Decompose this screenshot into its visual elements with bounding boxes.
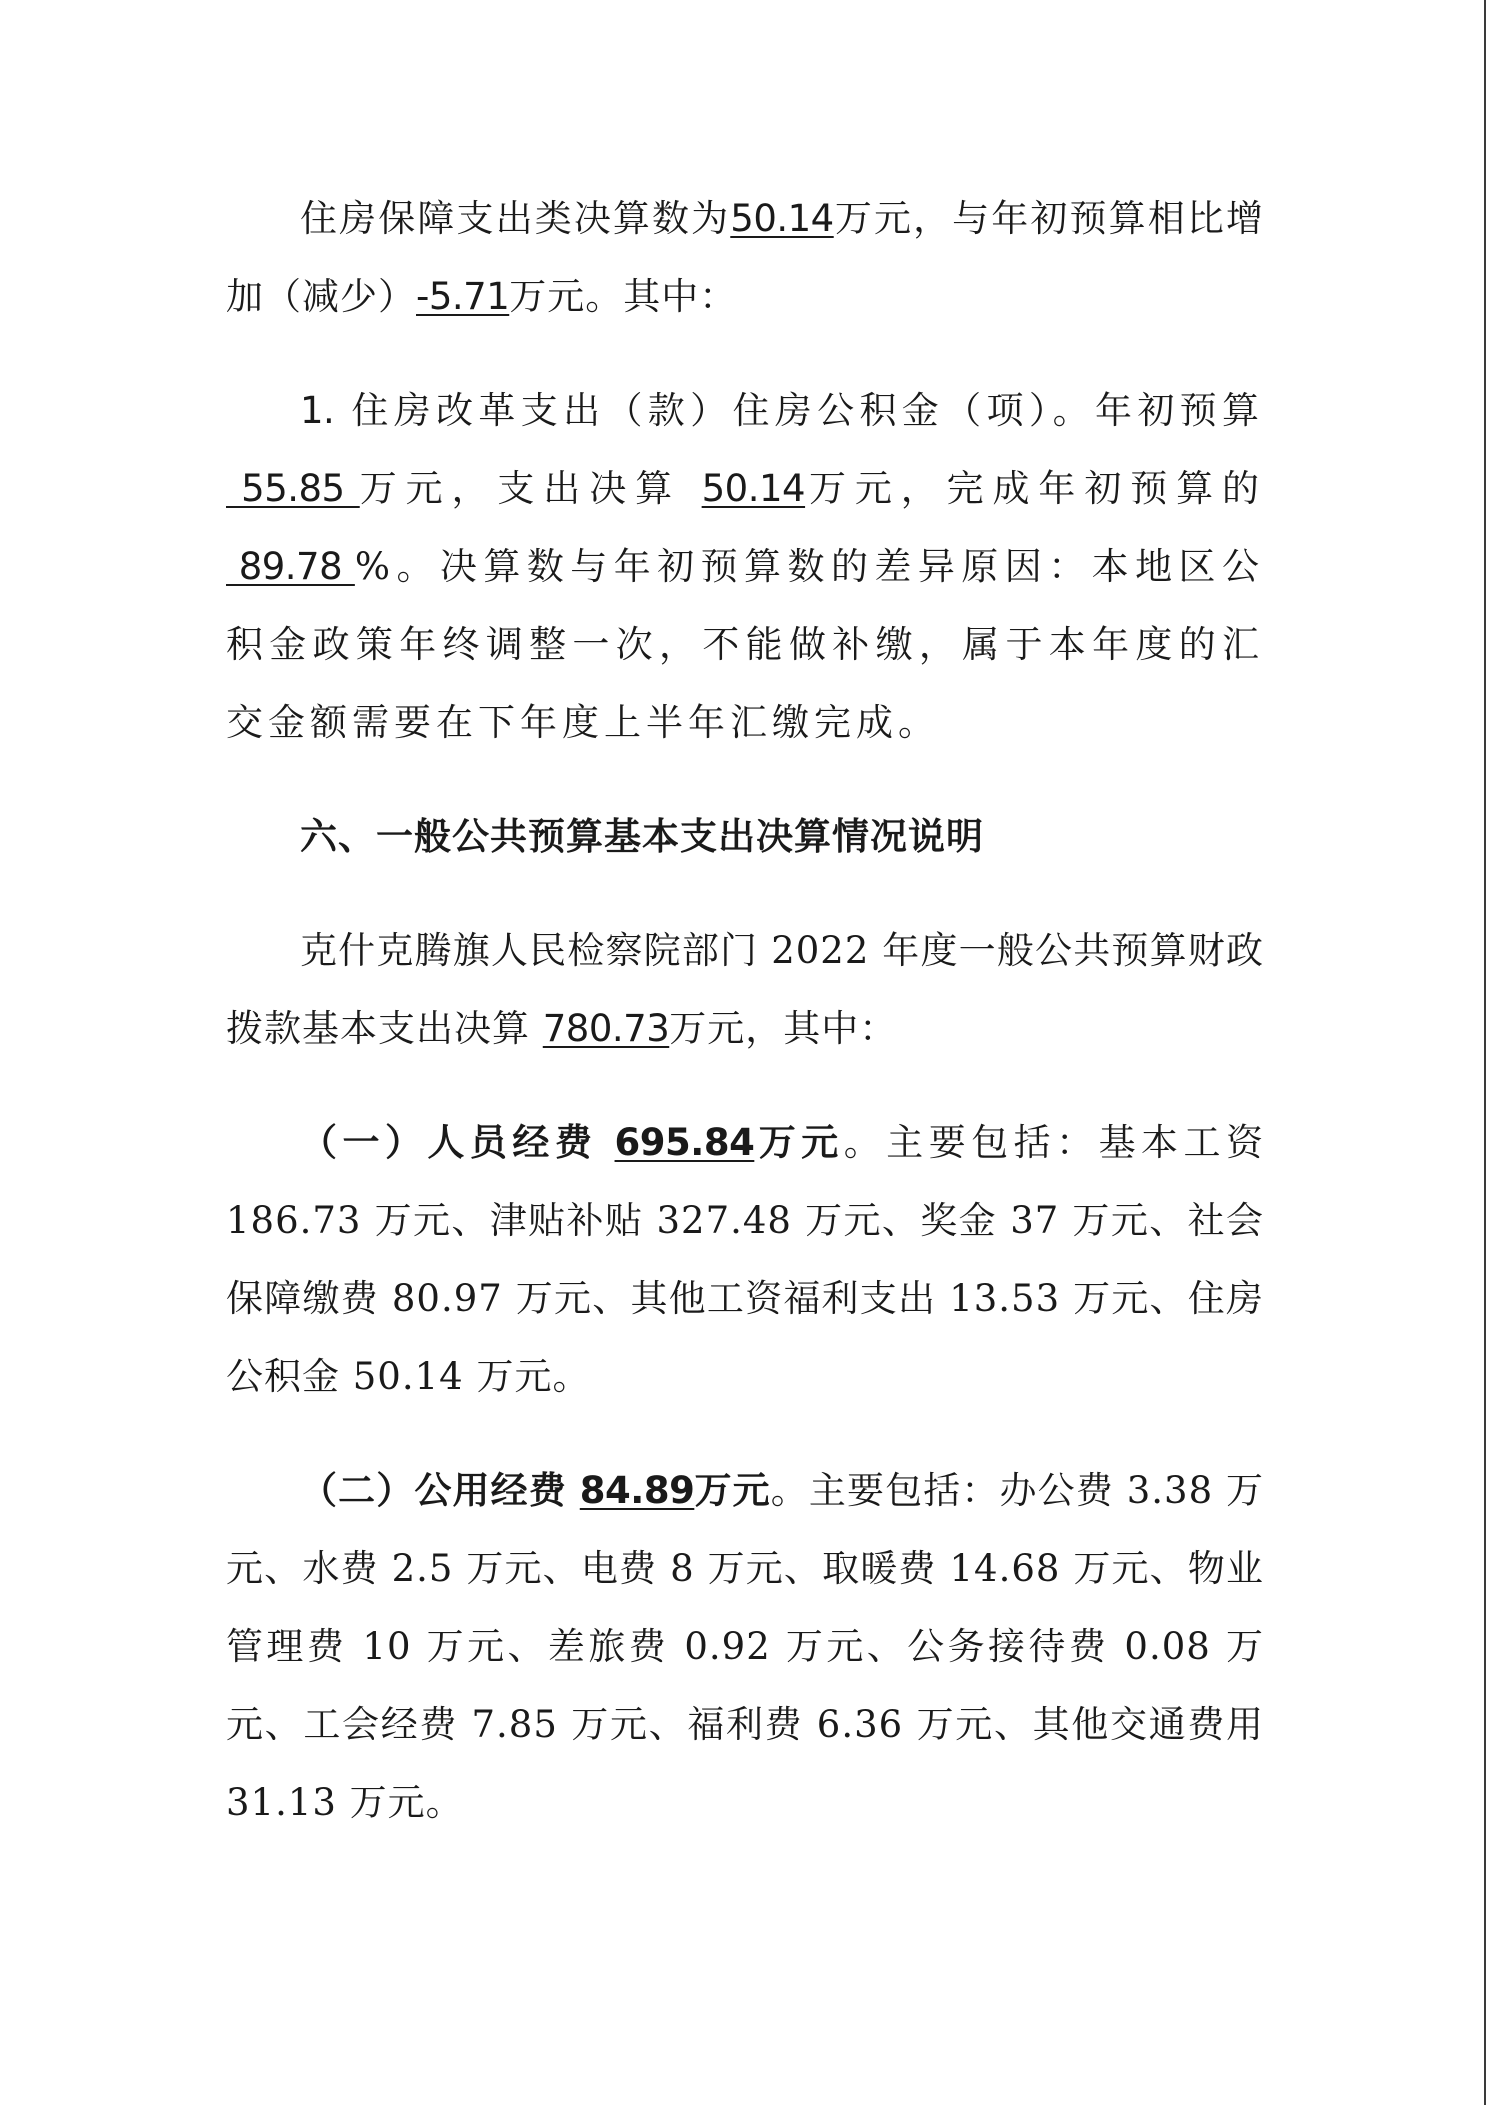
housing-total-value: 50.14 xyxy=(730,197,834,240)
public-label: （二）公用经费 xyxy=(300,1469,567,1512)
item-number: 1. xyxy=(300,389,335,432)
section-heading: 六、一般公共预算基本支出决算情况说明 xyxy=(300,815,984,858)
paragraph-public-expenses: （二）公用经费 84.89万元。主要包括：办公费 3.38 万元、水费 2.5 万元、电费 8 万元、取暖费 14.68 万元、物业管理费 10 万元、差旅费 0.92 万元、公务接待费 0.08 万元、工会经费 7.85 万元、福利费 6.36 万元、其他交通费用 31.13 万元。 xyxy=(226,1469,1265,1824)
housing-change-value: -5.71 xyxy=(416,275,510,318)
public-value: 84.89 xyxy=(579,1469,695,1512)
paragraph-basic-expenditure: 克什克腾旗人民检察院部门 2022 年度一般公共预算财政拨款基本支出决算 780.73万元，其中： xyxy=(226,929,1264,1050)
paragraph-personnel-expenses: （一）人员经费 695.84万元。主要包括：基本工资 186.73 万元、津贴补贴 327.48 万元、奖金 37 万元、社会保障缴费 80.97 万元、其他工资福利支出 13.53 万元、住房公积金 50.14 万元。 xyxy=(226,1121,1265,1398)
basic-expenditure-value: 780.73 xyxy=(542,1007,670,1050)
paragraph-housing-fund: 1. 住房改革支出（款）住房公积金（项）。年初预算 55.85 万元，支出决算 50.14万元，完成年初预算的 89.78 %。决算数与年初预算数的差异原因：本地区公积金政策年终调整一次，不能做补缴，属于本年度的汇交金额需要在下年度上半年汇缴完成。 xyxy=(226,389,1265,744)
initial-budget-value: 55.85 xyxy=(226,467,360,510)
page-edge-line xyxy=(1484,0,1486,2105)
personnel-label: （一）人员经费 xyxy=(300,1121,598,1164)
personnel-value: 695.84 xyxy=(614,1121,755,1164)
final-account-value: 50.14 xyxy=(701,467,806,510)
paragraph-housing-summary: 住房保障支出类决算数为50.14万元，与年初预算相比增加（减少）-5.71万元。其中： xyxy=(226,197,1264,318)
completion-rate-value: 89.78 xyxy=(226,545,355,588)
document-body xyxy=(226,180,1264,1842)
